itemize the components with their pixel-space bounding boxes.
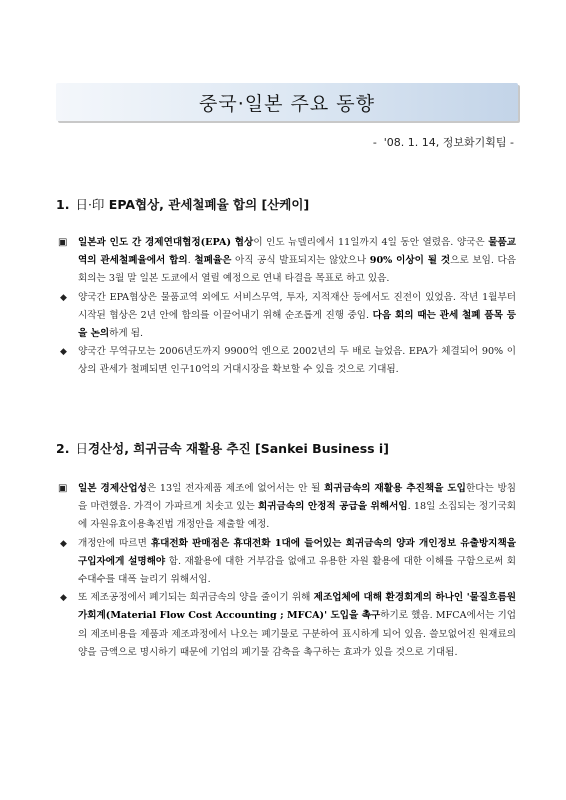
- body-text: 하기로 했음. MFCA에서는 기업의 제조비용을 제품과 제조과정에서 나오는 폐기물로 구분하여 표시하게 되어 있음. 쓸모없어진 원재료의 양을 금액으로 명시하기 때문에 기업의 폐기물 감축을 촉구하는 효과가 있을 것으로 기대됨.: [78, 610, 517, 658]
- bold-text: 철폐율은: [194, 255, 232, 267]
- body-text: 은 13일 전자제품 제조에 없어서는 안 될: [146, 483, 325, 494]
- section-country: 日: [75, 441, 88, 456]
- bold-text: 휴대전화 판매점은 휴대전화 1대에 들어있는 희귀금속의 양과 개인정보 유출방지책을 구입자에게 설명해야: [78, 537, 516, 567]
- bold-text: 90% 이상이 될 것: [369, 255, 451, 267]
- body-text: 양국간 EPA협상은 물품교역 외에도 서비스무역, 투자, 지적재산 등에서도 진전이 있었음. 작년 1월부터 시작된 협상은 2년 안에 합의를 이끌어내기 위해 순조롭게 진행 중임.: [78, 291, 516, 321]
- body-text: .: [187, 255, 195, 267]
- box-bullet-icon: ▣: [58, 483, 68, 494]
- section-title: 경산성, 희귀금속 재활용 추진 [Sankei Business i]: [87, 441, 389, 456]
- box-bullet-icon: ▣: [58, 237, 68, 248]
- body-text: 이 인도 뉴델리에서 11일까지 4일 동안 열렸음. 양국은: [253, 237, 489, 248]
- paragraph-sub: [56, 343, 516, 379]
- bold-text: 일본 경제산업성: [78, 483, 147, 494]
- diamond-bullet-icon: ◆: [60, 292, 67, 303]
- body-text: 또 제조공정에서 폐기되는 희귀금속의 양을 줄이기 위해: [78, 592, 314, 604]
- dateline: - '08. 1. 14, 정보화기획팀 -: [372, 136, 514, 149]
- bold-text: 다음 회의 때는 관세 철폐 품목 등을 논의: [78, 309, 516, 340]
- body-text: 으로 보임. 다음 회의는 3월 말 일본 도쿄에서 열릴 예정으로 연내 타결을 목표로 하고 있음.: [78, 255, 517, 285]
- paragraph-main: [56, 234, 516, 289]
- paragraph-sub: [56, 589, 516, 662]
- diamond-bullet-icon: ◆: [60, 347, 67, 358]
- section-number: 2.: [56, 441, 70, 456]
- diamond-bullet-icon: ◆: [60, 593, 67, 604]
- paragraph-main: [56, 480, 516, 535]
- body-text: 양국간 무역규모는 2006년도까지 9900억 엔으로 2002년의 두 배로 늘었음. EPA가 체결되어 90% 이상의 관세가 철폐되면 인구10억의 거대시장을 확보할 수 있을 것으로 기대됨.: [78, 346, 516, 376]
- bold-text: 제조업체에 대해 환경회계의 하나인 '물질흐름원가회계(Material Flow Cost Accounting ; MFCA)' 도입을 촉구: [78, 592, 516, 622]
- body-text: 한다는 방침을 마련했음. 가격이 가파르게 치솟고 있는: [78, 483, 516, 513]
- section-1-heading: [56, 195, 309, 213]
- page-title: 중국·일본 주요 동향: [199, 92, 375, 115]
- paragraph-sub: [56, 535, 516, 590]
- body-text: 함. 재활용에 대한 거부감을 없애고 유용한 자원 활용에 대한 이해를 구함으로써 회수대수를 대폭 늘리기 위해서임.: [78, 555, 516, 586]
- section-2-body: [56, 480, 516, 662]
- section-number: 1.: [56, 197, 70, 212]
- section-title: EPA협상, 관세철폐율 합의 [산케이]: [108, 197, 310, 212]
- paragraph-sub: [56, 289, 516, 344]
- section-1-body: [56, 234, 516, 380]
- diamond-bullet-icon: ◆: [60, 538, 67, 549]
- section-country: 日·印: [75, 197, 105, 212]
- section-2-heading: [56, 439, 389, 457]
- bold-text: 희귀금속의 재활용 추진책을 도입: [324, 483, 466, 494]
- bold-text: 희귀금속의 안정적 공급을 위해서임: [258, 501, 408, 513]
- body-text: 하게 됨.: [109, 328, 144, 340]
- bold-text: 물품교역의 관세철폐율에서 합의: [78, 237, 516, 267]
- body-text: . 18일 소집되는 정기국회에 자원유효이용촉진법 개정안을 제출할 예정.: [78, 501, 516, 531]
- body-text: 개정안에 따르면: [78, 537, 151, 549]
- bold-text: 일본과 인도 간 경제연대협정(EPA) 협상: [78, 237, 254, 248]
- body-text: 아직 공식 발표되지는 않았으나: [231, 255, 370, 267]
- title-banner: [56, 83, 518, 121]
